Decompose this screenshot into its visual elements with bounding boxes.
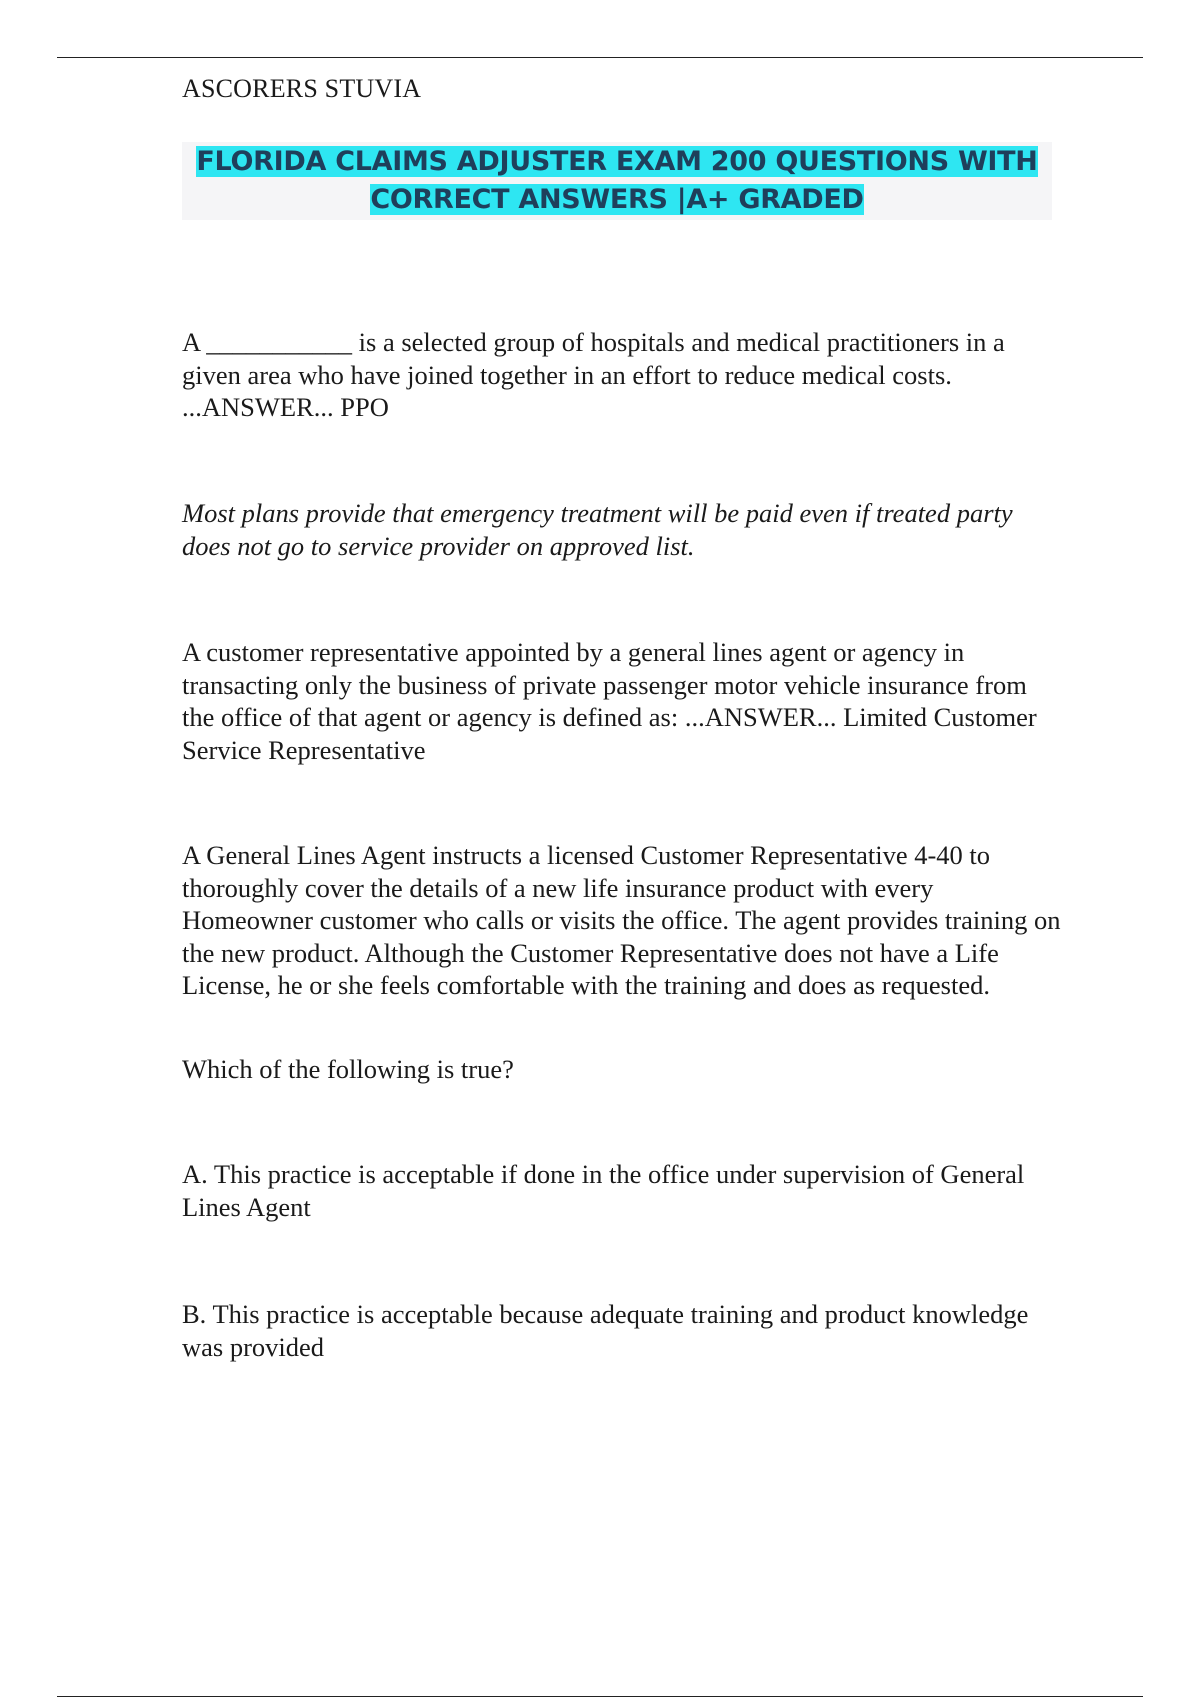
question-4-option-b: B. This practice is acceptable because adequate training and product knowledge was provided — [182, 1299, 1029, 1362]
question-3-text: A customer representative appointed by a general lines agent or agency in transacting only the business of private passenger motor vehicle insurance from the office of that agent or agency is defined as: ...ANSWER... Limited Customer Service Representative — [182, 637, 1037, 765]
question-2-note: Most plans provide that emergency treatment will be paid even if treated party does not go to service provider on approved list. — [182, 498, 1013, 561]
document-title — [182, 142, 1052, 220]
question-4-text: A General Lines Agent instructs a licensed Customer Representative 4-40 to thoroughly cover the details of a new life insurance product with every Homeowner customer who calls or visits the office. The agent provides training on the new product. Although the Customer Representative does not have a Life License, he or she feels comfortable with the training and does as requested. — [182, 840, 1061, 1000]
title-line-1: FLORIDA CLAIMS ADJUSTER EXAM 200 QUESTIONS WITH — [196, 146, 1038, 177]
top-rule — [57, 57, 1143, 58]
bottom-rule — [57, 1696, 1143, 1697]
header-source-label: ASCORERS STUVIA — [182, 74, 422, 103]
question-4-option-a: A. This practice is acceptable if done in the office under supervision of General Lines Agent — [182, 1159, 1025, 1222]
question-1-text: A ___________ is a selected group of hospitals and medical practitioners in a given area who have joined together in an effort to reduce medical costs. ...ANSWER... PPO — [182, 327, 1005, 422]
question-4-prompt: Which of the following is true? — [182, 1054, 514, 1084]
title-line-2: CORRECT ANSWERS |A+ GRADED — [370, 184, 864, 215]
